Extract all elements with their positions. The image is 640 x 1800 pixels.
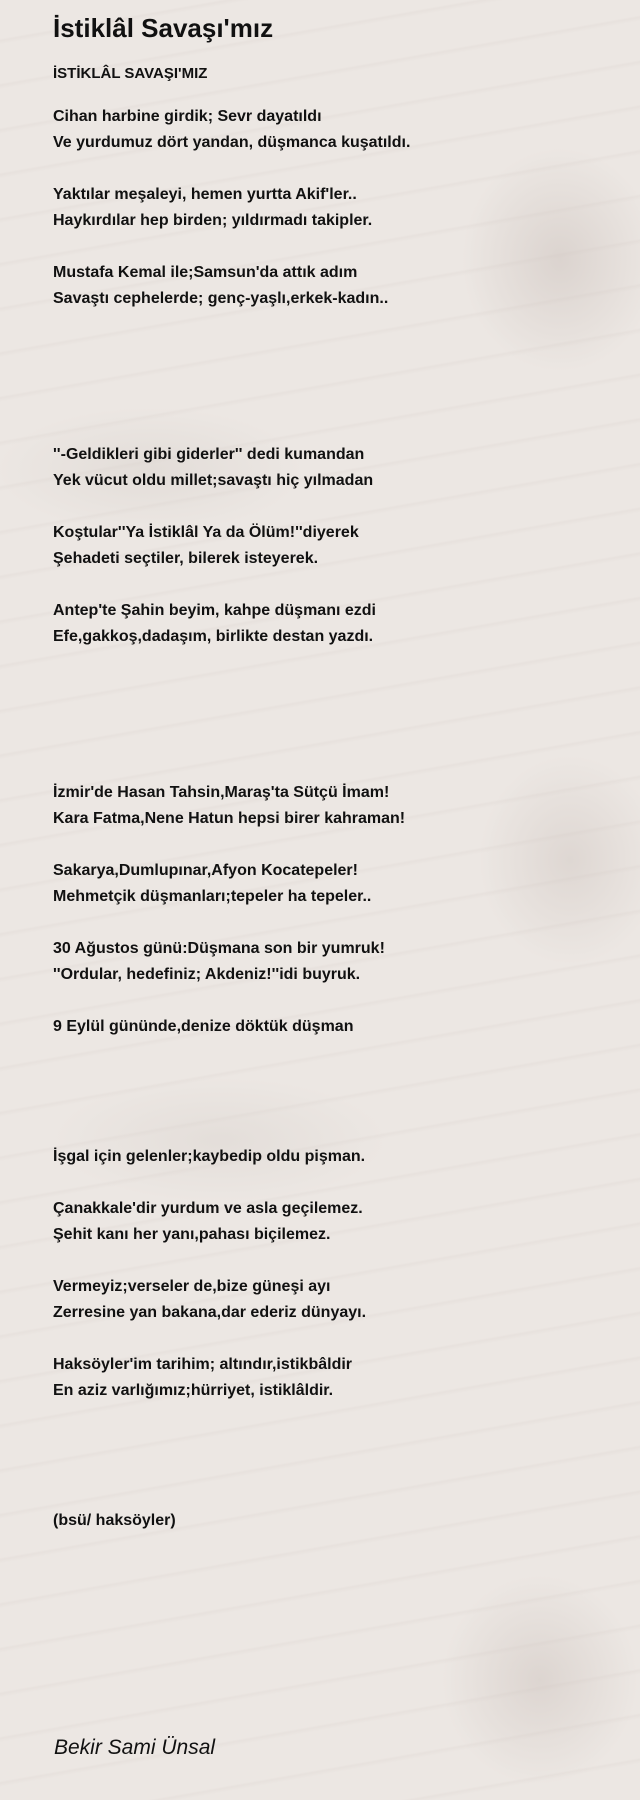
stanza-spacer xyxy=(53,1040,623,1066)
poem-line: Koştular''Ya İstiklâl Ya da Ölüm!''diyerek xyxy=(53,524,359,541)
stanza-spacer xyxy=(53,676,623,702)
poem-line: ''Ordular, hedefiniz; Akdeniz!''idi buyruk. xyxy=(53,966,361,983)
author-signature: Bekir Sami Ünsal xyxy=(54,1736,216,1759)
stanza-spacer xyxy=(53,988,623,1014)
poem-line: Çanakkale'dir yurdum ve asla geçilemez. xyxy=(53,1200,363,1217)
stanza-spacer xyxy=(53,1430,623,1456)
poem-body xyxy=(53,104,623,1534)
poem-line: Haksöyler'im tarihim; altındır,istikbâldir xyxy=(53,1356,353,1373)
poem-line: Sakarya,Dumlupınar,Afyon Kocatepeler! xyxy=(53,862,358,879)
stanza-spacer xyxy=(53,494,623,520)
poem-line: 9 Eylül gününde,denize döktük düşman xyxy=(53,1018,354,1035)
stanza-spacer xyxy=(53,754,623,780)
stanza-spacer xyxy=(53,416,623,442)
poem-line: Şehit kanı her yanı,pahası biçilemez. xyxy=(53,1226,331,1243)
stanza-spacer xyxy=(53,338,623,364)
poem-line: (bsü/ haksöyler) xyxy=(53,1512,176,1529)
stanza-spacer xyxy=(53,1404,623,1430)
stanza-spacer xyxy=(53,1092,623,1118)
poem-line: ''-Geldikleri gibi giderler'' dedi kumandan xyxy=(53,446,365,463)
stanza-spacer xyxy=(53,1326,623,1352)
stanza-spacer xyxy=(53,728,623,754)
stanza-spacer xyxy=(53,1066,623,1092)
poem-page xyxy=(53,10,623,1534)
stanza-spacer xyxy=(53,1248,623,1274)
stanza-spacer xyxy=(53,650,623,676)
poem-line: Kara Fatma,Nene Hatun hepsi birer kahraman! xyxy=(53,810,406,827)
stanza-spacer xyxy=(53,832,623,858)
poem-line: Ve yurdumuz dört yandan, düşmanca kuşatıldı. xyxy=(53,134,411,151)
stanza-spacer xyxy=(53,1118,623,1144)
poem-line: 30 Ağustos günü:Düşmana son bir yumruk! xyxy=(53,940,385,957)
poem-line: Mehmetçik düşmanları;tepeler ha tepeler.. xyxy=(53,888,372,905)
stanza-spacer xyxy=(53,910,623,936)
stanza-spacer xyxy=(53,312,623,338)
poem-line: Şehadeti seçtiler, bilerek isteyerek. xyxy=(53,550,319,567)
stanza-spacer xyxy=(53,234,623,260)
poem-line: Mustafa Kemal ile;Samsun'da attık adım xyxy=(53,264,358,281)
poem-line: Efe,gakkoş,dadaşım, birlikte destan yazdı. xyxy=(53,628,374,645)
poem-line: Cihan harbine girdik; Sevr dayatıldı xyxy=(53,108,322,125)
stanza-spacer xyxy=(53,156,623,182)
poem-line: Antep'te Şahin beyim, kahpe düşmanı ezdi xyxy=(53,602,376,619)
stanza-spacer xyxy=(53,702,623,728)
poem-line: Haykırdılar hep birden; yıldırmadı takipler. xyxy=(53,212,373,229)
poem-line: Yek vücut oldu millet;savaştı hiç yılmadan xyxy=(53,472,374,489)
poem-line: İşgal için gelenler;kaybedip oldu pişman. xyxy=(53,1148,366,1165)
stanza-spacer xyxy=(53,1482,623,1508)
poem-line: En aziz varlığımız;hürriyet, istiklâldir. xyxy=(53,1382,334,1399)
stanza-spacer xyxy=(53,364,623,390)
poem-line: Zerresine yan bakana,dar ederiz dünyayı. xyxy=(53,1304,367,1321)
poem-line: Yaktılar meşaleyi, hemen yurtta Akif'ler.. xyxy=(53,186,357,203)
poem-line: Savaştı cephelerde; genç-yaşlı,erkek-kadın.. xyxy=(53,290,389,307)
stanza-spacer xyxy=(53,572,623,598)
poem-title: İstiklâl Savaşı'mız xyxy=(53,13,274,43)
poem-line: İzmir'de Hasan Tahsin,Maraş'ta Sütçü İmam! xyxy=(53,784,390,801)
poem-line: Vermeyiz;verseler de,bize güneşi ayı xyxy=(53,1278,331,1295)
stanza-spacer xyxy=(53,390,623,416)
stanza-spacer xyxy=(53,1170,623,1196)
stanza-spacer xyxy=(53,1456,623,1482)
poem-subtitle: İSTİKLÂL SAVAŞI'MIZ xyxy=(53,65,208,82)
